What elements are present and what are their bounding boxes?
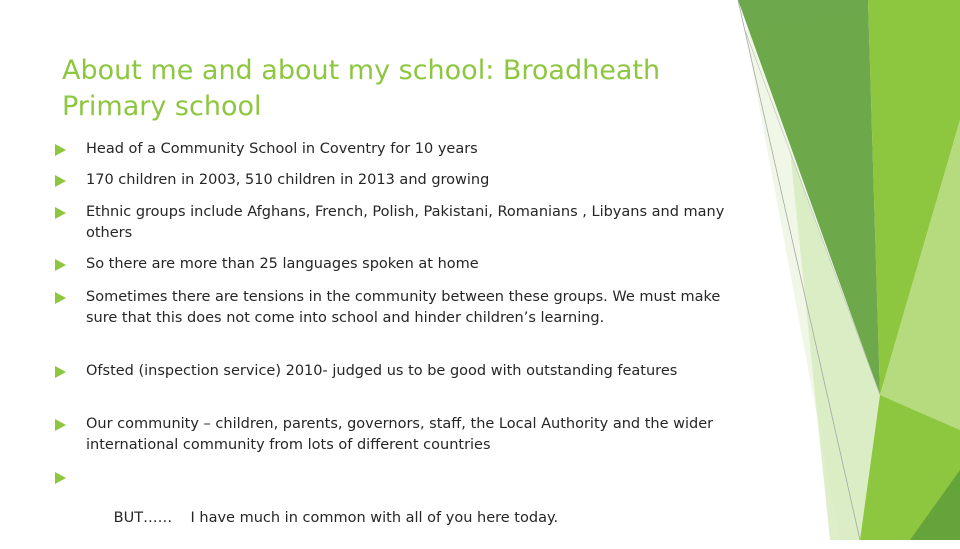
bullet-arrow-icon	[55, 144, 66, 156]
bullet-item	[86, 361, 726, 382]
bullet-arrow-icon	[55, 259, 66, 271]
bullet-item	[86, 467, 726, 549]
bullet-text: BUT…… I have much in common with all of you here today.	[113, 510, 559, 526]
bullet-text: 170 children in 2003, 510 children in 2013 and growing	[86, 172, 490, 188]
bullet-arrow-icon	[55, 419, 66, 431]
bullet-item	[86, 139, 726, 160]
bullet-item	[86, 414, 726, 455]
bullet-arrow-icon	[55, 292, 66, 304]
bullet-arrow-icon	[55, 175, 66, 187]
slide-title: About me and about my school: Broadheath Primary school	[62, 55, 661, 122]
bullet-item	[86, 287, 726, 328]
bullet-text: Ethnic groups include Afghans, French, Polish, Pakistani, Romanians , Libyans and many others	[86, 204, 725, 241]
bullet-arrow-icon	[55, 207, 66, 219]
bullet-item	[86, 170, 726, 191]
bullet-arrow-icon	[55, 366, 66, 378]
bullet-text: Sometimes there are tensions in the community between these groups. We must make sure that this does not come into school and hinder children’s learning.	[86, 289, 721, 326]
bullet-text: Our community – children, parents, governors, staff, the Local Authority and the wider international community from lots of different countries	[86, 416, 714, 453]
bullet-arrow-icon	[55, 472, 66, 484]
bullet-item	[86, 254, 726, 275]
bullet-text: Head of a Community School in Coventry for 10 years	[86, 141, 478, 157]
bullet-text: Ofsted (inspection service) 2010- judged us to be good with outstanding features	[86, 363, 678, 379]
bullet-item	[86, 202, 726, 243]
bullet-text: So there are more than 25 languages spoken at home	[86, 256, 479, 272]
